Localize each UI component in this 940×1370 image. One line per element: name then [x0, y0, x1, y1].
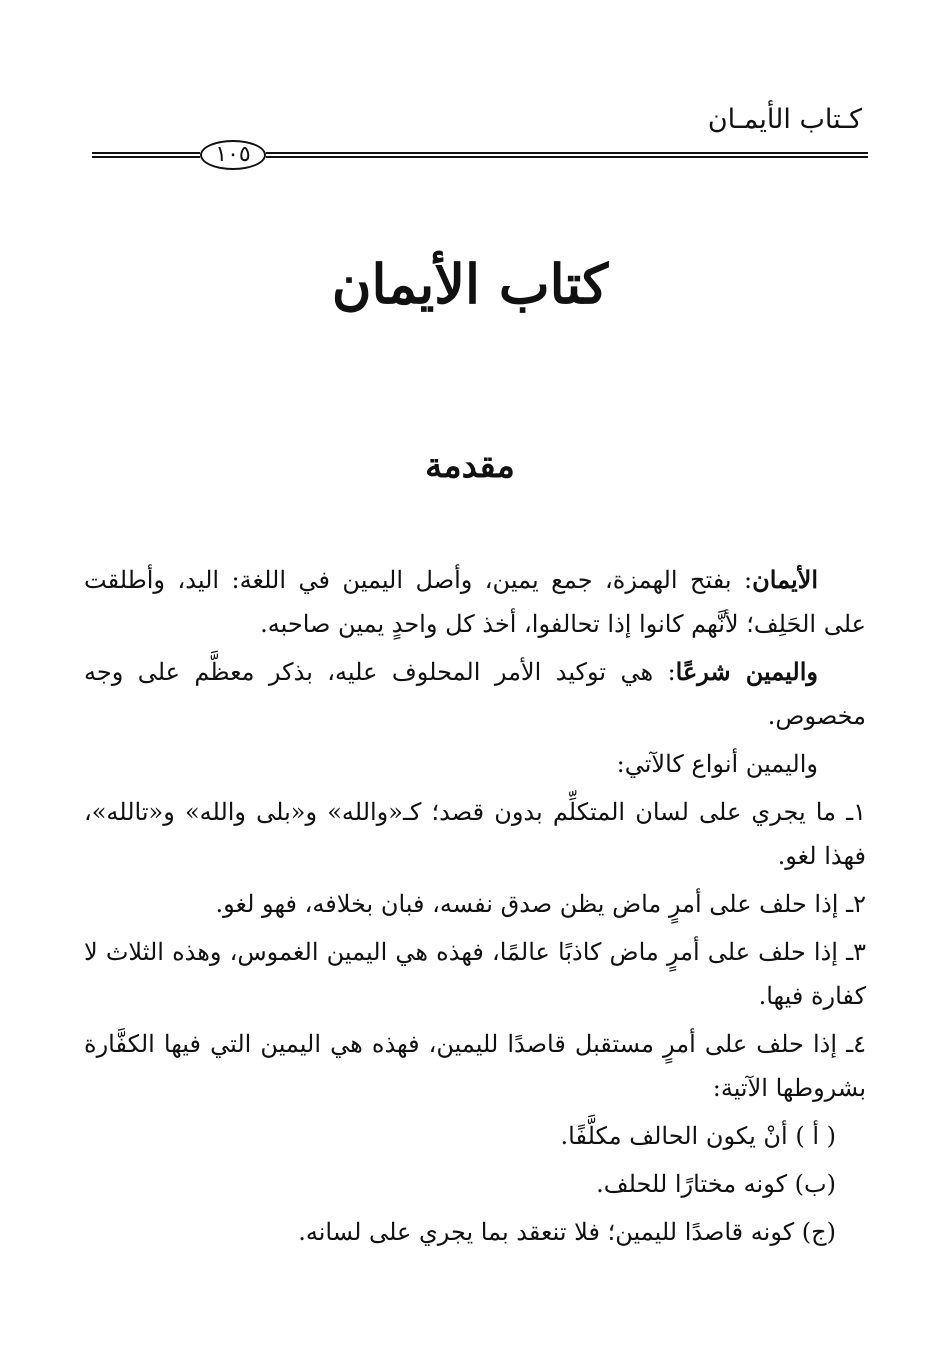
- condition-item: (ب) كونه مختارًا للحلف.: [596, 1170, 836, 1198]
- condition-item: (ج) كونه قاصدًا لليمين؛ فلا تنعقد بما يجري على لسانه.: [298, 1218, 836, 1246]
- paragraph-definition-lexical: [84, 558, 866, 646]
- list-item: ١ـ ما يجري على لسان المتكلِّم بدون قصد؛ كـ«والله» و«بلى والله» و«تالله»، فهذا لغو.: [84, 798, 867, 870]
- chapter-title: كتاب الأيمان: [331, 252, 609, 316]
- page-number: ١٠٥: [200, 140, 266, 170]
- list-item: ٤ـ إذا حلف على أمرٍ مستقبل قاصدًا لليمين، فهذه هي اليمين التي فيها الكفَّارة بشروطها الآتية:: [84, 1030, 866, 1102]
- paragraph-text: : هي توكيد الأمر المحلوف عليه، بذكر معظَّم على وجه مخصوص.: [84, 658, 866, 730]
- term-yamin-shar: واليمين شرعًا: [675, 657, 818, 686]
- paragraph-text: : بفتح الهمزة، جمع يمين، وأصل اليمين في اللغة: اليد، وأطلقت على الحَلِف؛ لأنَّهم كانوا إذا تحالفوا، أخذ كل واحدٍ يمين صاحبه.: [84, 566, 866, 638]
- header-rule: [92, 140, 868, 174]
- body-text: [84, 558, 866, 1258]
- condition-item: ( أ ) أنْ يكون الحالف مكلَّفًا.: [560, 1122, 836, 1150]
- paragraph-types-intro: واليمين أنواع كالآتي:: [616, 750, 818, 778]
- list-item: ٢ـ إذا حلف على أمرٍ ماض يظن صدق نفسه، فبان بخلافه، فهو لغو.: [215, 890, 866, 918]
- term-aiman: الأيمان: [752, 565, 818, 594]
- running-header-title: كـتاب الأيمـان: [707, 104, 862, 135]
- paragraph-definition-legal: [84, 650, 866, 738]
- section-title: مقدمة: [425, 446, 515, 486]
- header-rule-left-line: [92, 152, 200, 158]
- header-rule-right-line: [266, 152, 868, 158]
- list-item: ٣ـ إذا حلف على أمرٍ ماض كاذبًا عالمًا، فهذه هي اليمين الغموس، وهذه الثلاث لا كفارة فيها.: [84, 938, 866, 1010]
